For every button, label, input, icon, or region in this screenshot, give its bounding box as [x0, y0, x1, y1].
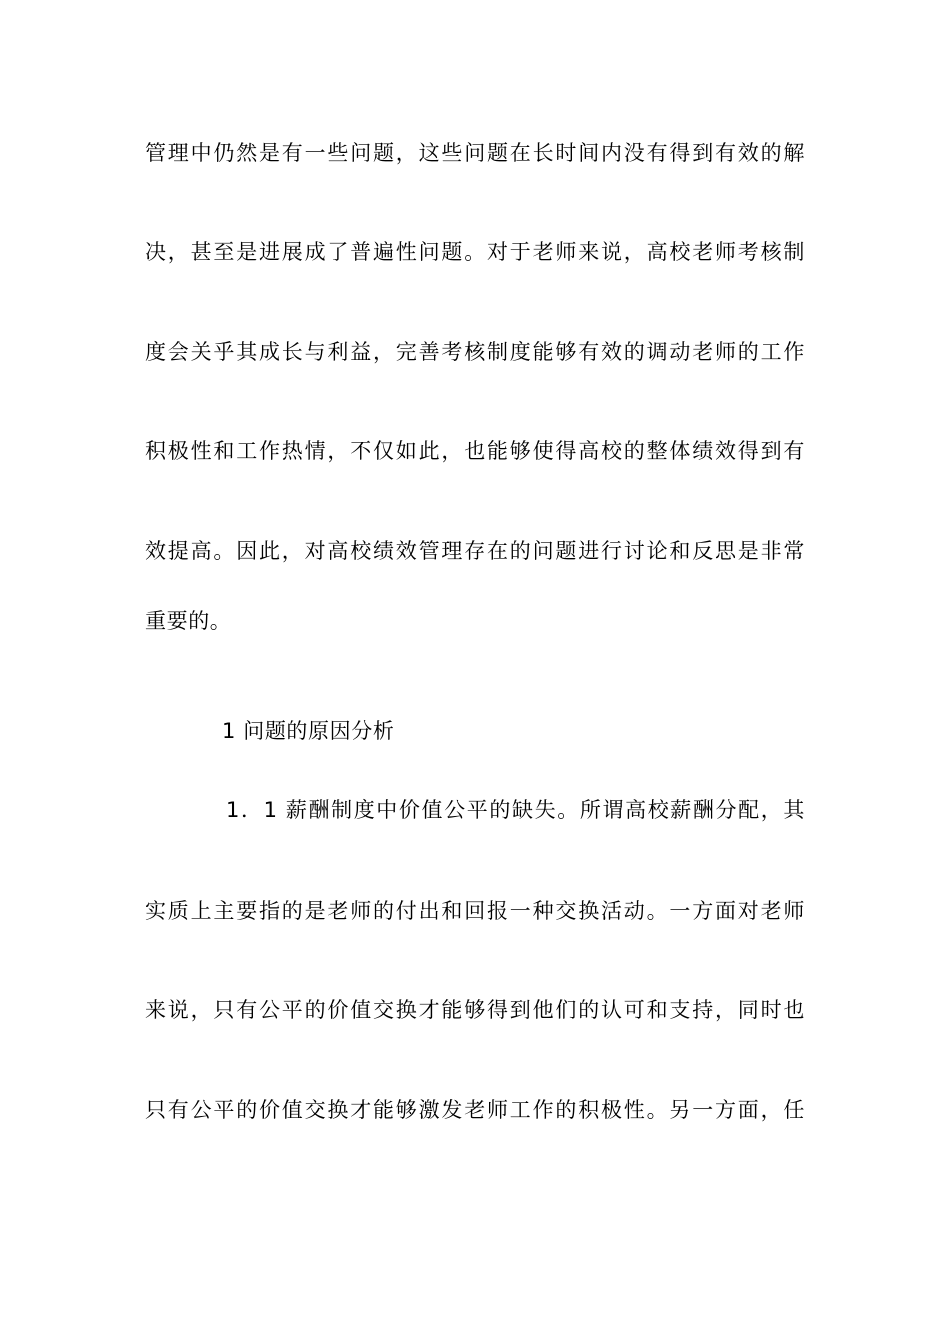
paragraph-line: 度会关乎其成长与利益，完善考核制度能够有效的调动老师的工作 — [145, 340, 805, 364]
paragraph-line: 只有公平的价值交换才能够激发老师工作的积极性。另一方面，任 — [145, 1098, 805, 1122]
subsection-line: 1．1 薪酬制度中价值公平的缺失。所谓高校薪酬分配，其 — [226, 798, 805, 822]
paragraph-line: 实质上主要指的是老师的付出和回报一种交换活动。一方面对老师 — [145, 899, 805, 923]
paragraph-line: 积极性和工作热情，不仅如此，也能够使得高校的整体绩效得到有 — [145, 439, 805, 463]
section-heading: 1 问题的原因分析 — [222, 719, 395, 743]
paragraph-line: 来说，只有公平的价值交换才能够得到他们的认可和支持，同时也 — [145, 998, 805, 1022]
paragraph-line-end: 重要的。 — [145, 609, 232, 633]
paragraph-line: 决，甚至是进展成了普遍性问题。对于老师来说，高校老师考核制 — [145, 240, 805, 264]
paragraph-line: 管理中仍然是有一些问题，这些问题在长时间内没有得到有效的解 — [145, 141, 805, 165]
paragraph-line: 效提高。因此，对高校绩效管理存在的问题进行讨论和反思是非常 — [145, 539, 805, 563]
